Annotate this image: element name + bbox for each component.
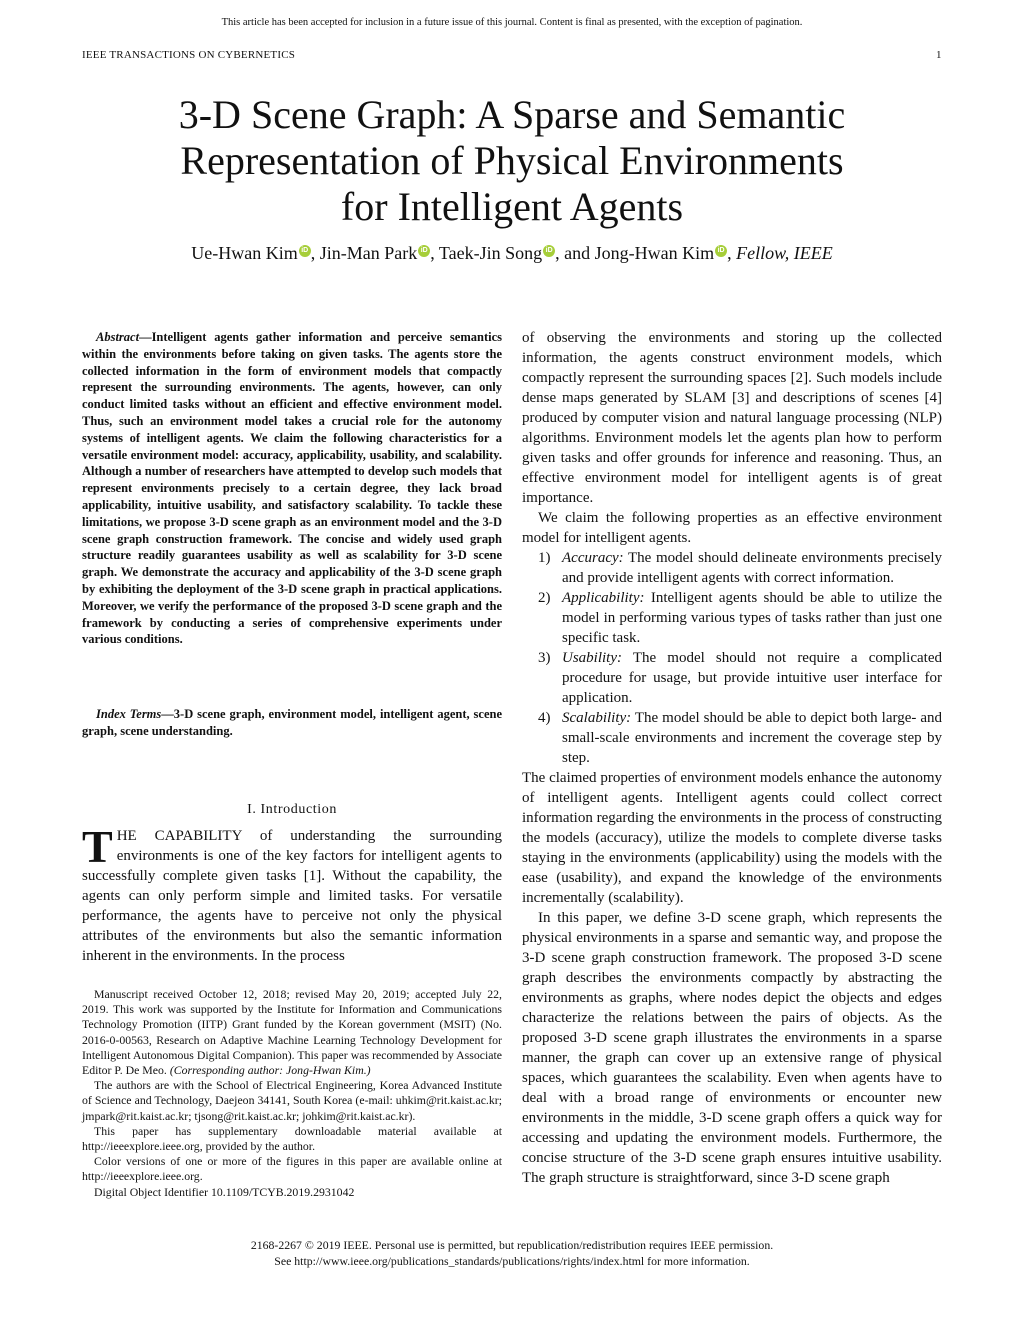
index-terms [82, 706, 502, 740]
list-number: 4) [538, 710, 551, 726]
fellow-designation: Fellow, IEEE [736, 243, 833, 263]
list-text: The model should not require a complicated procedure for usage, but provide intuitive user interface for application. [562, 650, 942, 706]
footnote-doi: Digital Object Identifier 10.1109/TCYB.2019.2931042 [94, 1184, 355, 1199]
list-term: Usability: [562, 650, 622, 666]
body-paragraph: In this paper, we define 3-D scene graph, which represents the physical environments in a sparse and semantic way, and propose the 3-D scene graph construction framework. The proposed 3-D scene graph describes the environments compactly by abstracting the environments as graphs, where nodes depict the objects and edges characterize the relations between the pairs of objects. As the proposed 3-D scene graph illustrates the environments in a sparse manner, the graph can cover up an extensive range of physical spaces, which guarantees the scalability. Even when agents have to deal with a broad range of environments or encounter new environments in the middle, 3-D scene graph offers a quick way for accessing and updating the environment models. Furthermore, the concise structure of the 3-D scene graph ensures intuitive usability. The graph structure is straightforward, since 3-D scene graph [522, 910, 942, 1186]
title-line: for Intelligent Agents [340, 184, 684, 229]
title-line: Representation of Physical Environments [180, 138, 844, 183]
right-column [522, 328, 942, 1188]
title-line: 3-D Scene Graph: A Sparse and Semantic [178, 92, 846, 137]
footnote-affiliation: The authors are with the School of Electrical Engineering, Korea Advanced Institute of Science and Technology, Daejeon 34141, South Korea (e-mail: uhkim@rit.kaist.ac.kr; jmpark@rit.kaist.ac.kr; tjsong@rit.kaist.ac.kr; johkim@rit.kaist.ac.kr). [82, 1078, 502, 1123]
acceptance-notice: This article has been accepted for inclusion in a future issue of this journal. Content is final as presented, with the exception of pagination. [221, 17, 803, 28]
list-text: The model should delineate environments precisely and provide intelligent agents with correct information. [562, 550, 942, 586]
abstract [82, 329, 502, 648]
list-item [522, 588, 942, 648]
index-terms-label: Index Terms [96, 707, 162, 721]
list-term: Accuracy: [562, 550, 624, 566]
corresponding-author: (Corresponding author: Jong-Hwan Kim.) [169, 1063, 371, 1078]
list-number: 1) [538, 550, 551, 566]
author-separator: , [727, 243, 737, 263]
introduction-paragraph [82, 821, 502, 966]
orcid-icon[interactable]: iD [715, 245, 727, 257]
footnote-supplementary: This paper has supplementary downloadable material available at http://ieeexplore.ieee.org, provided by the author. [82, 1123, 502, 1154]
author-name: , Taek-Jin Song [430, 243, 543, 263]
list-text: The model should be able to depict both large- and small-scale environments and increment the coverage step by step. [562, 710, 942, 766]
footnotes [82, 987, 502, 1200]
list-number: 3) [538, 650, 551, 666]
list-term: Applicability: [562, 590, 645, 606]
orcid-icon[interactable]: iD [299, 245, 311, 257]
body-paragraph: We claim the following properties as an effective environment model for intelligent agents. [522, 510, 942, 546]
copyright-footer [0, 1238, 1024, 1269]
list-item [522, 648, 942, 708]
index-terms-text: 3-D scene graph, environment model, intelligent agent, scene graph, scene understanding. [82, 707, 502, 738]
abstract-label: Abstract [96, 330, 140, 344]
list-term: Scalability: [562, 710, 632, 726]
author-list [82, 243, 942, 264]
paper-title [82, 92, 942, 230]
intro-lead: HE CAPABILITY [116, 828, 242, 844]
list-item [522, 708, 942, 768]
intro-text: of understanding the surrounding environments is one of the key factors for intelligent agents to successfully complete given tasks [1]. Without the capability, the agents can only perform simple and limited tasks. For versatile performance, the agents have to perceive not only the physical attributes of the environments but also the semantic information inherent in the environments. In the process [82, 828, 502, 964]
orcid-icon[interactable]: iD [418, 245, 430, 257]
list-text: Intelligent agents should be able to utilize the model in performing various types of tasks rather than just one specific task. [562, 590, 942, 646]
footnote-color: Color versions of one or more of the figures in this paper are available online at http://ieeexplore.ieee.org. [82, 1154, 502, 1184]
body-paragraph: The claimed properties of environment models enhance the autonomy of intelligent agents. Intelligent agents could collect correct information regarding the environments in the process of constructing the models (accuracy), utilize the models to complete diverse tasks staying in the environments (applicability) using the models with the ease (usability), and expand the knowledge of the environments incrementally (scalability). [522, 770, 942, 906]
orcid-icon[interactable]: iD [543, 245, 555, 257]
list-number: 2) [538, 590, 551, 606]
page-number: 1 [936, 49, 942, 61]
journal-name: IEEE TRANSACTIONS ON CYBERNETICS [82, 49, 296, 61]
abstract-text: Intelligent agents gather information and perceive semantics within the environments before taking on given tasks. The agents store the collected information in the form of environment models that compactly represent the surrounding environments. The agents, however, can only conduct limited tasks without an efficient and effective environment model. Thus, such an environment model takes a crucial role for the autonomy systems of intelligent agents. We claim the following characteristics for a versatile environment model: accuracy, applicability, usability, and scalability. Although a number of researchers have attempted to develop such models that represent environments precisely to a certain degree, they lack broad applicability, intuitive usability, and satisfactory scalability. To tackle these limitations, we propose 3-D scene graph as an environment model and the 3-D scene graph construction framework. The concise and widely used graph structure readily guarantees usability as well as scalability for 3-D scene graph. We demonstrate the accuracy and applicability of the 3-D scene graph by exhibiting the deployment of the 3-D scene graph in practical applications. Moreover, we verify the performance of the proposed 3-D scene graph and the framework by conducting a series of comprehensive experiments under various conditions. [82, 330, 502, 647]
abstract-dash: — [139, 330, 152, 344]
body-paragraph: of observing the environments and storing up the collected information, the agents construct environment models, which compactly represent the surrounding spaces [2]. Such models include dense maps generated by SLAM [3] and descriptions of scenes [4] produced by computer vision and natural language processing (NLP) algorithms. Environment models let the agents plan how to perform given tasks and offer grounds for inference and reasoning. Thus, an effective environment model for intelligent agents is of great importance. [522, 330, 942, 506]
author-name: , Jin-Man Park [310, 243, 418, 263]
permissions-link[interactable]: See http://www.ieee.org/publications_standards/publications/rights/index.html for more information. [274, 1253, 750, 1268]
list-item [522, 548, 942, 588]
copyright-line: 2168-2267 © 2019 IEEE. Personal use is permitted, but republication/redistribution requires IEEE permission. [250, 1238, 774, 1252]
property-list [522, 548, 942, 768]
section-heading: I. Introduction [247, 802, 337, 817]
footnote-received [82, 987, 502, 1078]
footnote-text: Manuscript received October 12, 2018; revised May 20, 2019; accepted July 22, 2019. This work was supported by the Institute for Information and Communications Technology Promotion (IITP) Grant funded by the Korean government (MSIT) (No. 2016-0-00563, Research on Adaptive Machine Learning Technology Development for Intelligent Autonomous Digital Companion). This paper was recommended by Associate Editor P. De Meo. [82, 987, 502, 1078]
author-name: , and Jong-Hwan Kim [555, 243, 715, 263]
author-name: Ue-Hwan Kim [191, 243, 298, 263]
drop-cap: T [82, 821, 113, 872]
index-terms-dash: — [161, 707, 174, 721]
